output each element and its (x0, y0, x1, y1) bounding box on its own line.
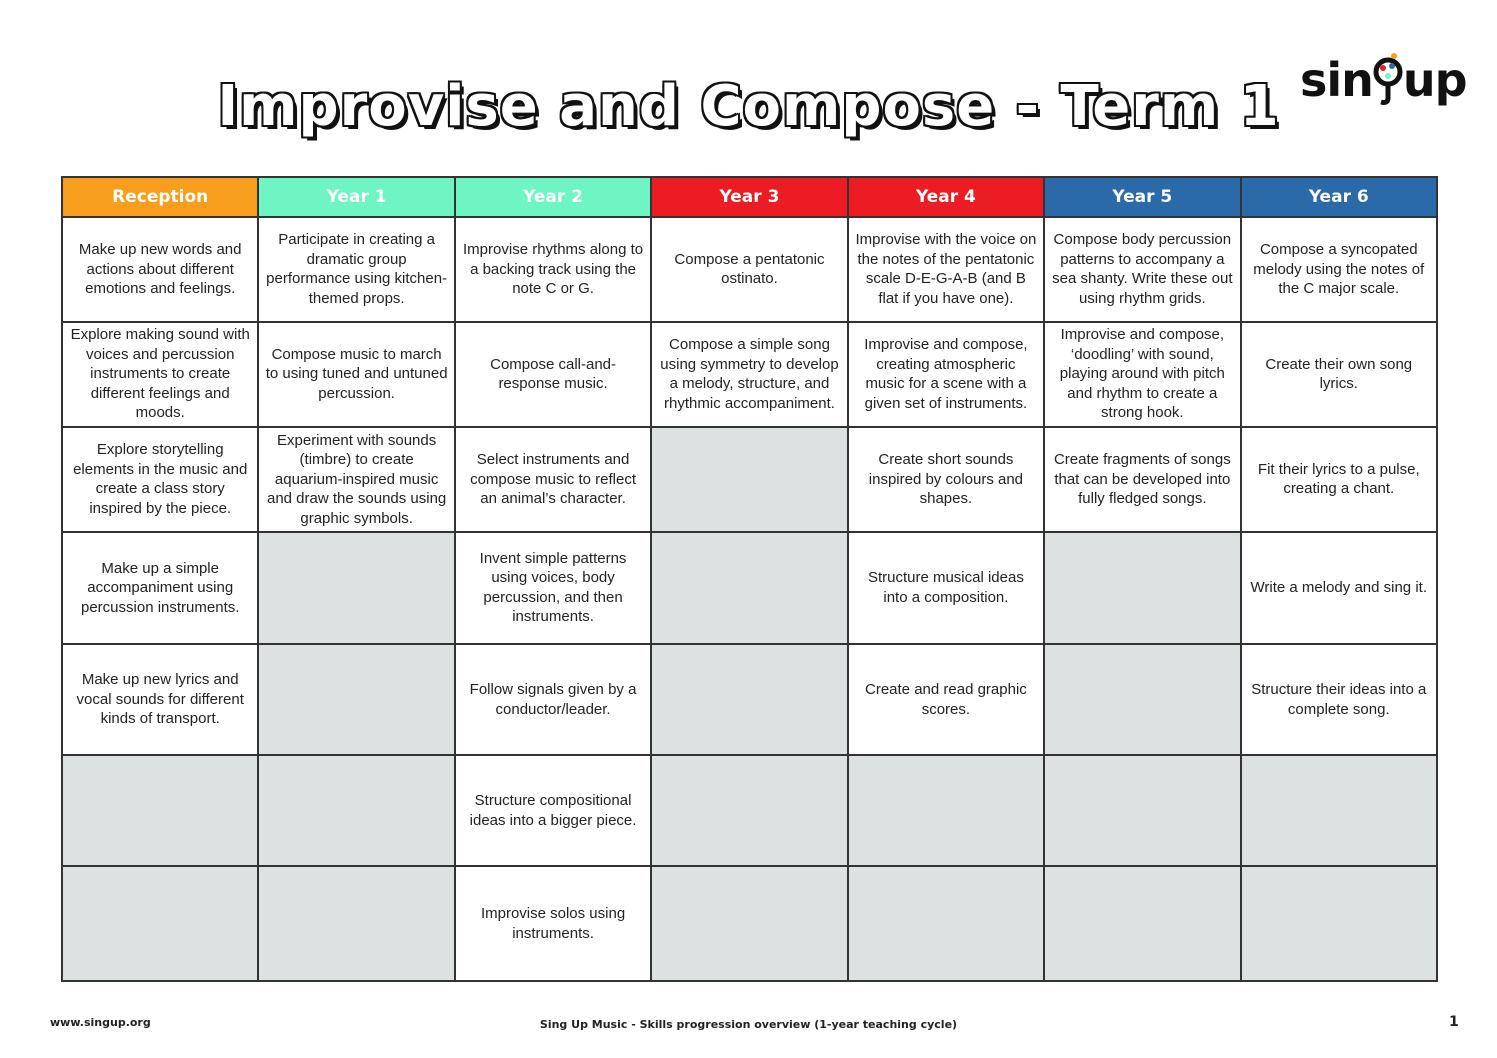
header-row (62, 177, 1437, 217)
table-cell: Follow signals given by a conductor/leader. (455, 644, 651, 756)
page-number: 1 (1449, 1014, 1459, 1030)
table-cell: Create fragments of songs that can be developed into fully fledged songs. (1044, 427, 1240, 532)
table-cell: Improvise and compose, ‘doodling’ with sound, playing around with pitch and rhythm to create a strong hook. (1044, 322, 1240, 427)
table-cell: Compose a pentatonic ostinato. (651, 217, 847, 322)
table-cell (1241, 866, 1437, 981)
table-row (62, 755, 1437, 866)
table-cell: Compose music to march to using tuned and untuned percussion. (258, 322, 454, 427)
table-cell (258, 532, 454, 644)
logo-text-right: up (1402, 53, 1467, 107)
table-cell: Write a melody and sing it. (1241, 532, 1437, 644)
table-cell (62, 755, 258, 866)
table-cell: Improvise solos using instruments. (455, 866, 651, 981)
col-year-6: Year 6 (1241, 177, 1437, 217)
table-cell: Fit their lyrics to a pulse, creating a chant. (1241, 427, 1437, 532)
table-cell: Explore storytelling elements in the music and create a class story inspired by the piece. (62, 427, 258, 532)
table-cell: Create their own song lyrics. (1241, 322, 1437, 427)
footer-url[interactable]: www.singup.org (50, 1016, 151, 1029)
table-cell: Compose body percussion patterns to accompany a sea shanty. Write these out using rhythm grids. (1044, 217, 1240, 322)
skills-table (61, 176, 1438, 982)
table-cell (1044, 532, 1240, 644)
table-cell (258, 644, 454, 756)
table-cell: Compose a simple song using symmetry to develop a melody, structure, and rhythmic accompaniment. (651, 322, 847, 427)
table-cell: Improvise and compose, creating atmospheric music for a scene with a given set of instruments. (848, 322, 1044, 427)
table-cell: Explore making sound with voices and percussion instruments to create different feelings and moods. (62, 322, 258, 427)
table-row (62, 322, 1437, 427)
footer-caption: Sing Up Music - Skills progression overview (1-year teaching cycle) (539, 1018, 958, 1031)
table-row (62, 644, 1437, 756)
table-cell (1044, 644, 1240, 756)
table-cell: Select instruments and compose music to reflect an animal’s character. (455, 427, 651, 532)
table-row (62, 217, 1437, 322)
table-row (62, 532, 1437, 644)
table-cell (1044, 866, 1240, 981)
table-cell: Structure musical ideas into a composition. (848, 532, 1044, 644)
col-year-5: Year 5 (1044, 177, 1240, 217)
table-row (62, 427, 1437, 532)
table-cell (1241, 755, 1437, 866)
table-cell: Experiment with sounds (timbre) to create aquarium-inspired music and draw the sounds using graphic symbols. (258, 427, 454, 532)
table-row (62, 866, 1437, 981)
table-cell (651, 427, 847, 532)
table-cell: Participate in creating a dramatic group performance using kitchen-themed props. (258, 217, 454, 322)
table-cell: Invent simple patterns using voices, body percussion, and then instruments. (455, 532, 651, 644)
table-cell (651, 755, 847, 866)
table-cell: Compose a syncopated melody using the notes of the C major scale. (1241, 217, 1437, 322)
table-cell: Improvise rhythms along to a backing track using the note C or G. (455, 217, 651, 322)
table-cell (651, 532, 847, 644)
table-cell (651, 644, 847, 756)
page-title: Improvise and Compose - Term 1 (217, 74, 1280, 139)
table-cell: Make up a simple accompaniment using percussion instruments. (62, 532, 258, 644)
table-cell: Make up new words and actions about different emotions and feelings. (62, 217, 258, 322)
table-cell: Create short sounds inspired by colours and shapes. (848, 427, 1044, 532)
table-cell: Create and read graphic scores. (848, 644, 1044, 756)
col-year-4: Year 4 (848, 177, 1044, 217)
table-cell (258, 755, 454, 866)
table-cell: Structure their ideas into a complete song. (1241, 644, 1437, 756)
col-reception: Reception (62, 177, 258, 217)
col-year-2: Year 2 (455, 177, 651, 217)
col-year-3: Year 3 (651, 177, 847, 217)
table-cell: Compose call-and-response music. (455, 322, 651, 427)
col-year-1: Year 1 (258, 177, 454, 217)
table-cell (848, 866, 1044, 981)
table-cell (848, 755, 1044, 866)
table-cell (651, 866, 847, 981)
table-cell (1044, 755, 1240, 866)
table-cell: Improvise with the voice on the notes of the pentatonic scale D-E-G-A-B (and B flat if you have one). (848, 217, 1044, 322)
table-cell (258, 866, 454, 981)
logo-text-left: sin (1300, 53, 1373, 107)
table-cell (62, 866, 258, 981)
table-cell: Structure compositional ideas into a bigger piece. (455, 755, 651, 866)
table-cell: Make up new lyrics and vocal sounds for different kinds of transport. (62, 644, 258, 756)
